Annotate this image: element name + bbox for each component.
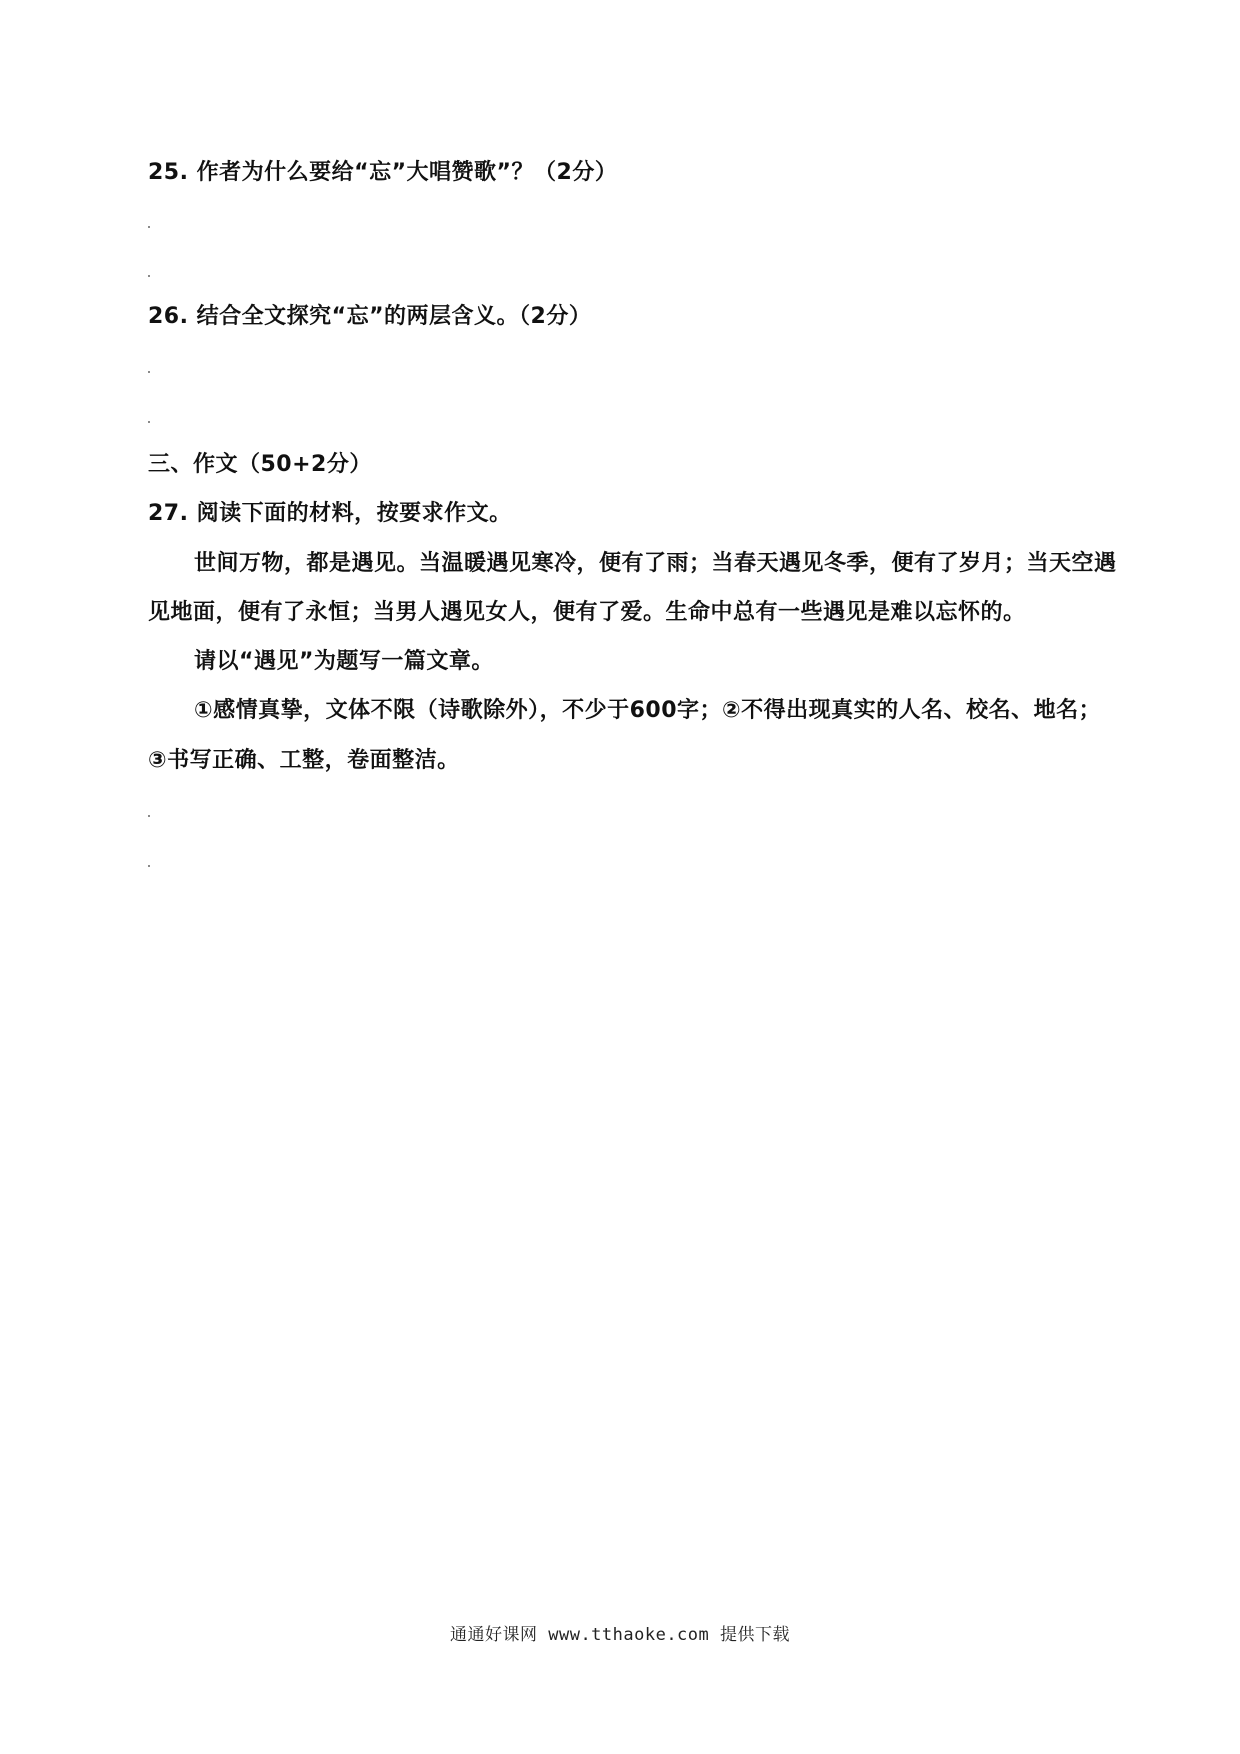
requirements-line-2: ③书写正确、工整，卷面整洁。 xyxy=(148,748,460,773)
material-line-2: 见地面，便有了永恒；当男人遇见女人，便有了爱。生命中总有一些遇见是难以忘怀的。 xyxy=(148,600,1026,625)
answer-line-marker xyxy=(148,371,150,373)
material-line-1: 世间万物，都是遇见。当温暖遇见寒冷，便有了雨；当春天遇见冬季，便有了岁月；当天空遇 xyxy=(194,551,1117,576)
answer-line-marker xyxy=(148,226,150,228)
writing-task: 请以“遇见”为题写一篇文章。 xyxy=(194,649,494,674)
answer-line-marker xyxy=(148,275,150,277)
answer-line-marker xyxy=(148,815,150,817)
question-26: 26. 结合全文探究“忘”的两层含义。（2分） xyxy=(148,304,592,329)
answer-line-marker xyxy=(148,421,150,423)
answer-line-marker xyxy=(148,865,150,867)
question-27-prompt: 27. 阅读下面的材料，按要求作文。 xyxy=(148,501,512,526)
section-heading-composition: 三、作文（50+2分） xyxy=(148,452,372,477)
page-footer: 通通好课网 www.tthaoke.com 提供下载 xyxy=(450,1625,790,1645)
question-25: 25. 作者为什么要给“忘”大唱赞歌”？（2分） xyxy=(148,160,618,185)
requirements-line-1: ①感情真挚，文体不限（诗歌除外），不少于600字；②不得出现真实的人名、校名、地名； xyxy=(194,698,1102,723)
